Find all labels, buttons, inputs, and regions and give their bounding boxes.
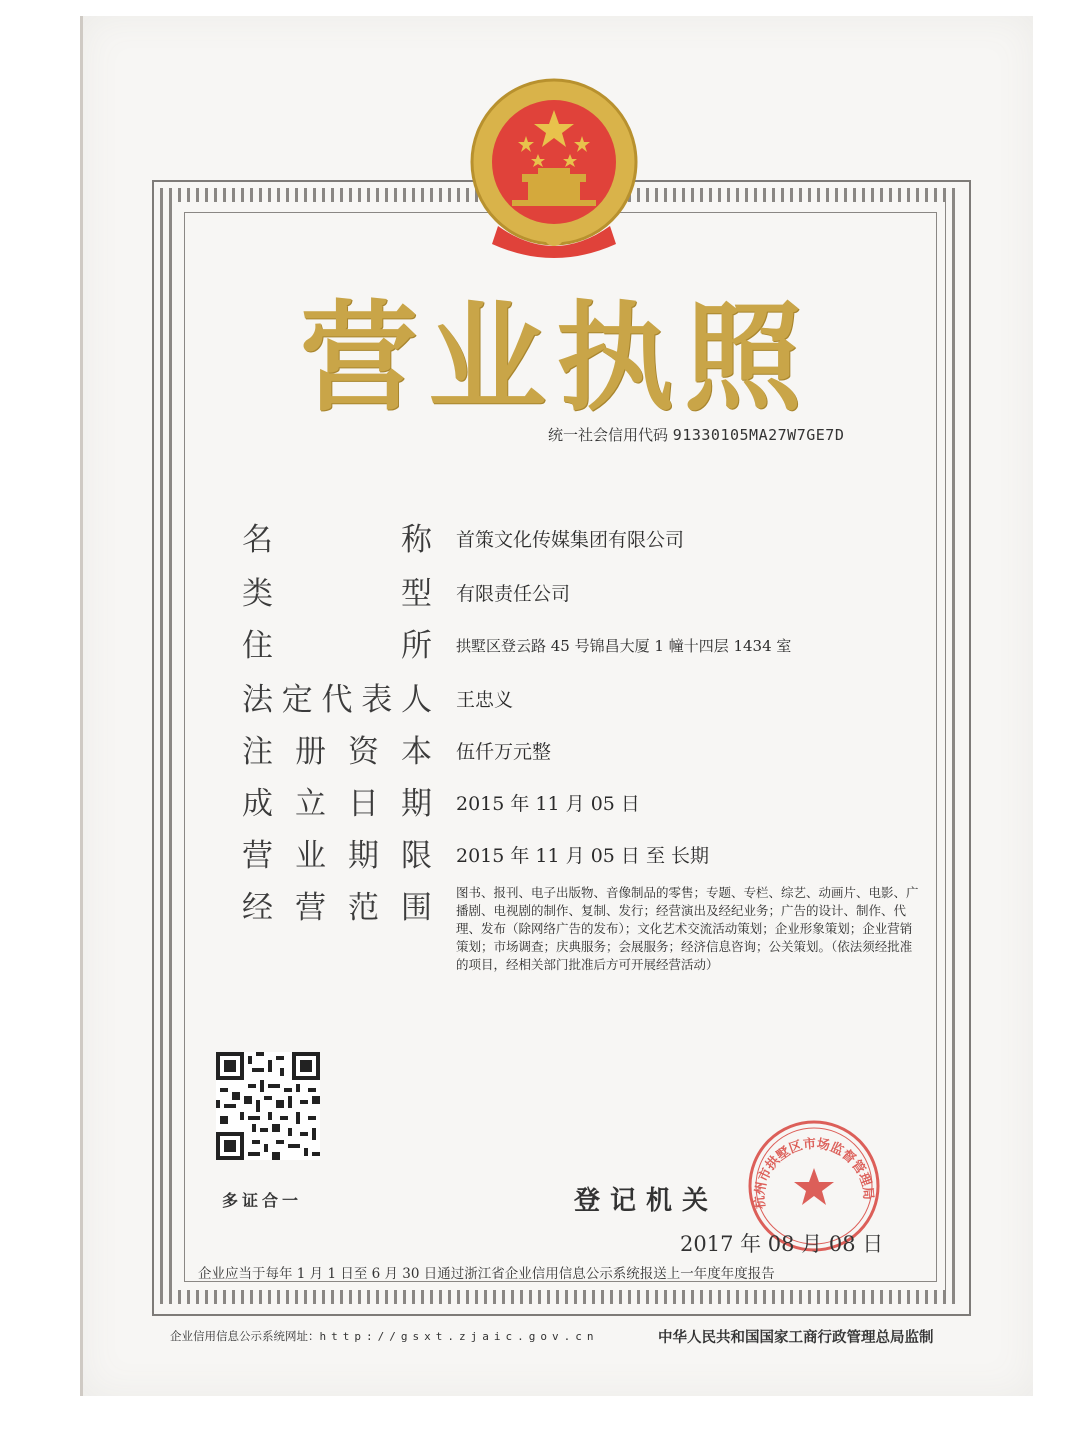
label-text: 日 <box>348 786 379 822</box>
field-value-legal-rep: 王忠义 <box>456 689 514 711</box>
footer-supervisor: 中华人民共和国国家工商行政管理总局监制 <box>658 1329 934 1346</box>
field-label-address <box>242 628 432 664</box>
field-value-established: 2015 年 11 月 05 日 <box>456 793 640 815</box>
label-text: 册 <box>295 734 326 770</box>
field-value-scope: 图书、报刊、电子出版物、音像制品的零售；专题、专栏、综艺、动画片、电影、广播剧、电视剧的制作、复制、发行；经营演出及经纪业务；广告的设计、制作、代理、发布（除网络广告的发布）；文化艺术交流活动策划；企业形象策划；企业营销策划；市场调查；庆典服务；会展服务；经济信息咨询；公关策划。（依法须经批准的项目，经相关部门批准后方可开展经营活动） <box>456 885 919 972</box>
field-value-name: 首策文化传媒集团有限公司 <box>456 529 685 551</box>
issue-date: 2017 年 08 月 08 日 <box>680 1232 884 1256</box>
field-value-term: 2015 年 11 月 05 日 至 长期 <box>456 845 709 867</box>
footer-site-url[interactable]: http://gsxt.zjaic.gov.cn <box>319 1330 599 1343</box>
label-text: 代 <box>321 682 353 718</box>
label-text: 限 <box>401 838 432 874</box>
label-text: 定 <box>281 682 313 718</box>
footer-site-label: 企业信用信息公示系统网址： <box>170 1329 320 1343</box>
label-text: 成 <box>242 786 273 822</box>
label-text: 经 <box>242 890 273 926</box>
qr-code-icon <box>216 1052 320 1160</box>
label-text: 立 <box>295 786 326 822</box>
label-text: 本 <box>401 734 432 770</box>
multi-cert-label: 多证合一 <box>222 1191 303 1210</box>
label-text: 表 <box>361 682 393 718</box>
label-text: 资 <box>348 734 379 770</box>
label-text: 住 <box>242 628 273 664</box>
label-text: 型 <box>401 576 432 612</box>
field-label-name <box>242 522 432 558</box>
label-text: 围 <box>401 890 432 926</box>
label-text: 所 <box>401 628 432 664</box>
label-text: 法 <box>242 682 273 718</box>
field-value-capital: 伍仟万元整 <box>456 741 552 763</box>
annual-report-notice: 企业应当于每年 1 月 1 日至 6 月 30 日通过浙江省企业信用信息公示系统报送上一年度年度报告 <box>198 1266 775 1282</box>
footer-website <box>170 1328 598 1344</box>
credit-code-label: 统一社会信用代码 <box>548 426 669 444</box>
label-text: 营 <box>295 890 326 926</box>
field-label-established <box>242 786 432 822</box>
label-text: 期 <box>401 786 432 822</box>
field-label-type <box>242 576 432 612</box>
label-text: 类 <box>242 576 273 612</box>
label-text: 业 <box>295 838 326 874</box>
credit-code-value: 91330105MA27W7GE7D <box>672 426 845 444</box>
field-label-capital <box>242 734 432 770</box>
field-label-legal-rep <box>242 682 432 718</box>
field-value-address: 拱墅区登云路 45 号锦昌大厦 1 幢十四层 1434 室 <box>456 637 792 655</box>
page-title: 营业执照 <box>300 289 813 427</box>
field-label-scope <box>242 890 432 926</box>
label-text: 名 <box>242 522 273 558</box>
label-text: 人 <box>401 682 432 718</box>
national-emblem-icon <box>468 76 640 266</box>
label-text: 期 <box>348 838 379 874</box>
label-text: 注 <box>242 734 273 770</box>
label-text: 称 <box>401 522 432 558</box>
registration-authority-label: 登记机关 <box>574 1186 719 1216</box>
field-label-term <box>242 838 432 874</box>
label-text: 营 <box>242 838 273 874</box>
field-value-type: 有限责任公司 <box>456 583 571 605</box>
credit-code-line <box>548 424 844 445</box>
svg-text:杭州市拱墅区市场监督管理局: 杭州市拱墅区市场监督管理局 <box>752 1136 876 1210</box>
label-text: 范 <box>348 890 379 926</box>
